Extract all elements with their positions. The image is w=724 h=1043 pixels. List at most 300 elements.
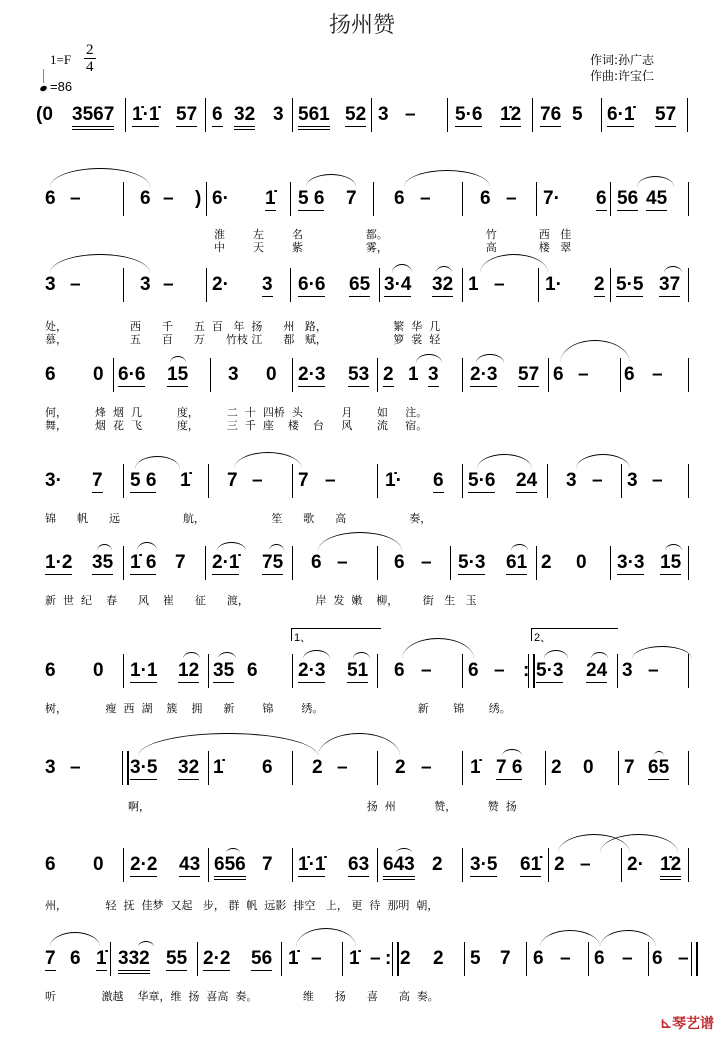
note-group: 2· (212, 274, 229, 295)
double-barline (392, 942, 399, 976)
note-group: 6 (533, 948, 544, 969)
note-group: 57 (655, 104, 677, 125)
note-group: 6 (311, 552, 322, 573)
barline (292, 546, 293, 580)
barline (462, 268, 463, 302)
note-group: 3 (627, 470, 638, 491)
double-barline (122, 751, 129, 785)
note-group: – (580, 854, 591, 875)
note-group: 7 6 (496, 757, 523, 778)
barline (206, 182, 207, 216)
note-group: 2·3 (298, 364, 326, 385)
note-group: 2· (627, 854, 644, 875)
note-group: – (420, 188, 431, 209)
note-group: 6 (70, 948, 81, 969)
note-group: 56 (617, 188, 639, 209)
note-group: 7 (298, 470, 309, 491)
note-group: 0 (576, 552, 587, 573)
barline (377, 358, 378, 392)
barline (688, 464, 689, 498)
barline (545, 751, 546, 785)
slur-arc (170, 356, 186, 363)
note-group: 3·5 (470, 854, 498, 875)
lyric-line: 慕， 五 百 万 竹枝 江 都 赋， 箩 裳 轻 (45, 333, 441, 346)
barline (548, 358, 549, 392)
barline (197, 942, 198, 976)
slur-arc (137, 542, 157, 551)
note-group: 6 (45, 364, 56, 385)
note-group: 65 (648, 757, 670, 778)
quarter-note-stem-icon (43, 69, 44, 83)
note-group: 1̇ (470, 757, 481, 778)
barline (621, 464, 622, 498)
barline (462, 751, 463, 785)
barline (536, 546, 537, 580)
slur-arc (396, 848, 412, 853)
note-group: 6 (247, 660, 258, 681)
score-line (0, 188, 724, 228)
slur-arc (654, 751, 664, 756)
slur-arc (664, 266, 682, 273)
slur-arc (637, 176, 674, 187)
barline (377, 654, 378, 688)
slur-arc (353, 652, 370, 659)
note-group: – (70, 274, 81, 295)
slur-arc (502, 749, 522, 756)
barline (610, 268, 611, 302)
barline (648, 942, 649, 976)
note-group: 7· (543, 188, 560, 209)
note-group: 6 (652, 948, 663, 969)
barline (462, 654, 463, 688)
note-group: – (337, 757, 348, 778)
note-group: 6 (212, 104, 223, 125)
note-group: 6 (480, 188, 491, 209)
note-group: 5·6 (468, 470, 496, 491)
note-group: 6·1̇ (607, 104, 635, 125)
note-group: 32 (432, 274, 454, 295)
barline (688, 546, 689, 580)
note-group: 2·1̇ (212, 552, 240, 573)
slur-arc (50, 168, 150, 187)
note-group: 5 6 (130, 470, 157, 491)
score-line (0, 470, 724, 510)
note-group: 0 (266, 364, 277, 385)
note-group: (0 (36, 104, 53, 125)
score-line (0, 104, 724, 144)
slur-arc (560, 340, 630, 363)
note-group: 35 (92, 552, 114, 573)
note-group: 75 (262, 552, 284, 573)
score-line (0, 274, 724, 314)
barline (464, 942, 465, 976)
lyricist: 作词:孙广志 (590, 53, 655, 67)
note-group: 6 (594, 948, 605, 969)
slur-arc (138, 733, 318, 756)
note-group: 5 6 (298, 188, 325, 209)
note-group: – (421, 660, 432, 681)
note-group: 1̇ (96, 948, 107, 969)
quarter-note-icon (39, 85, 47, 92)
score-line (0, 632, 724, 700)
score-line (0, 948, 724, 988)
volta-bracket: 2、 (531, 628, 618, 641)
note-group: 3·3 (617, 552, 645, 573)
note-group: 6·6 (298, 274, 326, 295)
time-signature-top: 2 (86, 42, 94, 58)
note-group: 3 (140, 274, 151, 295)
note-group: 2 (551, 757, 562, 778)
note-group: 5·3 (536, 660, 564, 681)
lyric-line: 处， 西 千 五 百 年 扬 州 路， 繁 华 几 (45, 320, 441, 333)
note-group: 6 (468, 660, 479, 681)
note-group: 6 (394, 188, 405, 209)
note-group: 6 (45, 188, 56, 209)
score-line (0, 757, 724, 797)
note-group: 2·3 (298, 660, 326, 681)
note-group: 1̇ (265, 188, 276, 209)
note-group: 0 (93, 364, 104, 385)
composer: 作曲:许宝仁 (590, 69, 655, 83)
note-group: 3 (378, 104, 389, 125)
note-group: 61 (506, 552, 528, 573)
note-group: : (385, 948, 392, 969)
note-group: 35 (213, 660, 235, 681)
lyric-line: 淮 左 名 都。 竹 西 佳 (214, 228, 572, 241)
lyric-line: 中 天 紫 雾， 高 楼 翠 (214, 241, 572, 254)
slur-arc (234, 452, 302, 469)
barline (532, 98, 533, 132)
note-group: – (370, 948, 381, 969)
slur-arc (183, 652, 200, 659)
barline (462, 182, 463, 216)
note-group: 6 (433, 470, 444, 491)
slur-arc (404, 170, 490, 187)
slur-arc (544, 650, 568, 659)
logo-text: 琴艺谱 (672, 1016, 714, 1032)
barline (688, 268, 689, 302)
note-group: 6 (596, 188, 607, 209)
note-group: – (70, 188, 81, 209)
slur-arc (138, 941, 154, 947)
barline (292, 751, 293, 785)
note-group: 3· (45, 470, 62, 491)
note-group: – (652, 364, 663, 385)
note-group: 1·2 (45, 552, 73, 573)
note-group: 1̇·1̇ (132, 104, 160, 125)
note-group: 6 (553, 364, 564, 385)
barline (123, 654, 124, 688)
barline (371, 98, 372, 132)
credits (590, 52, 654, 84)
barline (342, 942, 343, 976)
tempo-value: =86 (50, 79, 73, 94)
note-group: 7 (624, 757, 635, 778)
note-group: 63 (348, 854, 370, 875)
note-group: 1 (468, 274, 479, 295)
barline (373, 182, 374, 216)
lyric-line: 何， 烽 烟 几 度， 二 十 四桥 头 月 如 注。 (45, 406, 428, 419)
slur-arc (306, 174, 356, 187)
score-line (0, 552, 724, 592)
slur-arc (218, 652, 236, 659)
note-group: – (648, 660, 659, 681)
note-group: 3 (45, 274, 56, 295)
slur-arc (303, 650, 330, 659)
barline (205, 98, 206, 132)
note-group: 3 (566, 470, 577, 491)
barline (621, 848, 622, 882)
barline (292, 848, 293, 882)
barline (123, 268, 124, 302)
note-group: 57 (176, 104, 198, 125)
slur-arc (591, 652, 608, 659)
note-group: 12 (178, 660, 200, 681)
volta-bracket: 1、 (291, 628, 381, 641)
note-group: 1̇ (288, 948, 299, 969)
note-group: 3 (45, 757, 56, 778)
note-group: : (523, 660, 530, 681)
note-group: 5·3 (458, 552, 486, 573)
note-group: 6 (45, 660, 56, 681)
note-group: 2 (541, 552, 552, 573)
note-group: 1̇2 (660, 854, 681, 880)
note-group: 5 (572, 104, 583, 125)
barline (450, 546, 451, 580)
score-line (0, 854, 724, 894)
barline (292, 358, 293, 392)
note-group: 24 (586, 660, 608, 681)
lyric-line: 舞， 烟 花 飞 度， 三 千 座 楼 台 风 流 宿。 (45, 419, 428, 432)
note-group: – (325, 470, 336, 491)
barline (526, 942, 527, 976)
note-group: 55 (166, 948, 188, 969)
note-group: 57 (518, 364, 540, 385)
note-group: 76 (540, 104, 562, 125)
note-group: 2 (432, 854, 443, 875)
note-group: 6 (140, 188, 151, 209)
slur-arc (135, 456, 180, 469)
slur-arc (416, 354, 442, 363)
note-group: 2 (395, 757, 406, 778)
slur-arc (477, 454, 532, 469)
slur-arc (50, 254, 150, 273)
note-group: – (252, 470, 263, 491)
note-group: – (622, 948, 633, 969)
note-group: 7 (227, 470, 238, 491)
note-group: 0 (93, 660, 104, 681)
barline (610, 182, 611, 216)
note-group: 15 (167, 364, 189, 385)
barline (205, 546, 206, 580)
barline (618, 751, 619, 785)
note-group: – (652, 470, 663, 491)
note-group: – (560, 948, 571, 969)
slur-arc (480, 254, 548, 273)
score-line (0, 364, 724, 404)
note-group: 53 (348, 364, 370, 385)
barline (123, 464, 124, 498)
double-barline (528, 654, 535, 688)
note-group: 24 (516, 470, 538, 491)
note-group: 6 (394, 660, 405, 681)
barline (536, 182, 537, 216)
barline (123, 848, 124, 882)
note-group: 2 (594, 274, 605, 295)
slur-arc (632, 646, 692, 659)
barline (281, 942, 282, 976)
lyric-line: 州， 轻 抚 佳梦 又起 步， 群 帆 远影 排空 上， 更 待 那明 朝， (45, 899, 439, 912)
note-group: 6 (262, 757, 273, 778)
barline (123, 546, 124, 580)
barline (125, 98, 126, 132)
double-barline (691, 942, 698, 976)
slur-arc (402, 638, 474, 659)
barline (601, 98, 602, 132)
note-group: 2·2 (130, 854, 158, 875)
barline (210, 358, 211, 392)
barline (377, 848, 378, 882)
time-signature-bottom: 4 (86, 59, 94, 75)
slur-arc (226, 848, 240, 853)
note-group: 43 (179, 854, 201, 875)
note-group: 7 (262, 854, 273, 875)
barline (290, 268, 291, 302)
barline (377, 751, 378, 785)
barline (462, 848, 463, 882)
lyric-line: 锦 帆 远 航， 笙 歌 高 奏， (45, 512, 432, 525)
note-group: – (678, 948, 689, 969)
slur-arc (97, 544, 112, 551)
note-group: 45 (646, 188, 668, 209)
barline (377, 546, 378, 580)
note-group: 3·5 (130, 757, 158, 778)
note-group: – (494, 660, 505, 681)
note-group: – (337, 552, 348, 573)
barline (113, 358, 114, 392)
barline (379, 268, 380, 302)
barline (688, 654, 689, 688)
lyric-line: 新 世 纪 春 风 崔 征 渡， 岸 发 嫩 柳， 街 生 玉 (45, 594, 477, 607)
barline (688, 358, 689, 392)
barline (538, 268, 539, 302)
tempo-marking (40, 79, 72, 94)
note-group: 656 (214, 854, 246, 880)
note-group: 52 (345, 104, 367, 125)
note-group: 7 (346, 188, 357, 209)
note-group: ) (195, 188, 202, 209)
slur-arc (296, 928, 356, 947)
note-group: 5·5 (616, 274, 644, 295)
barline (688, 182, 689, 216)
note-group: 332 (118, 948, 150, 974)
barline (688, 751, 689, 785)
note-group: 643 (383, 854, 415, 880)
note-group: – (70, 757, 81, 778)
note-group: – (421, 757, 432, 778)
slur-arc (665, 544, 682, 551)
note-group: 7 (175, 552, 186, 573)
barline (547, 464, 548, 498)
slur-arc (540, 930, 600, 947)
barline (610, 546, 611, 580)
note-group: 1̇·1̇ (298, 854, 326, 875)
note-group: 7 (45, 948, 56, 969)
slur-arc (50, 932, 100, 947)
note-group: 32 (234, 104, 255, 130)
note-group: – (163, 274, 174, 295)
note-group: – (506, 188, 517, 209)
lyric-line: 啊， 扬 州 赞， 赞 扬 (128, 800, 517, 813)
score-title: 扬州赞 (328, 13, 395, 38)
barline (110, 942, 111, 976)
note-group: 2·2 (203, 948, 231, 969)
note-group: – (494, 274, 505, 295)
note-group: – (578, 364, 589, 385)
note-group: – (163, 188, 174, 209)
site-logo (660, 1013, 714, 1033)
note-group: 2 (433, 948, 444, 969)
note-group: 1̇ 6 (130, 552, 157, 573)
note-group: 37 (659, 274, 681, 295)
note-group: 1 (408, 364, 419, 385)
note-group: – (421, 552, 432, 573)
logo-icon: ⊾ (660, 1016, 672, 1032)
note-group: 2 (383, 364, 394, 385)
barline (447, 98, 448, 132)
barline (290, 182, 291, 216)
note-group: 6·6 (118, 364, 146, 385)
note-group: 3 (428, 364, 439, 385)
slur-arc (269, 544, 284, 551)
barline (292, 464, 293, 498)
note-group: 561 (298, 104, 330, 130)
note-group: 2 (554, 854, 565, 875)
note-group: 2·3 (470, 364, 498, 385)
slur-arc (600, 930, 656, 947)
key-signature: 1=F (50, 52, 72, 67)
note-group: 0 (583, 757, 594, 778)
note-group: 3 (622, 660, 633, 681)
slur-arc (392, 264, 412, 273)
note-group: 5 (470, 948, 481, 969)
slur-arc (436, 266, 452, 273)
note-group: 3567 (72, 104, 114, 130)
time-signature (84, 42, 96, 75)
note-group: 0 (93, 854, 104, 875)
barline (377, 464, 378, 498)
note-group: – (311, 948, 322, 969)
note-group: 6 (394, 552, 405, 573)
note-group: 61̇ (520, 854, 542, 875)
barline (687, 98, 688, 132)
note-group: 51 (347, 660, 369, 681)
barline (548, 848, 549, 882)
note-group: 5·6 (455, 104, 483, 125)
slur-arc (476, 354, 504, 363)
barline (208, 848, 209, 882)
barline (617, 654, 618, 688)
note-group: 32 (178, 757, 200, 778)
note-group: 15 (660, 552, 682, 573)
note-group: 65 (349, 274, 371, 295)
barline (620, 358, 621, 392)
note-group: 1̇· (385, 470, 402, 491)
note-group: 2 (400, 948, 411, 969)
slur-arc (318, 733, 400, 756)
note-group: 6 (624, 364, 635, 385)
note-group: 6· (212, 188, 229, 209)
